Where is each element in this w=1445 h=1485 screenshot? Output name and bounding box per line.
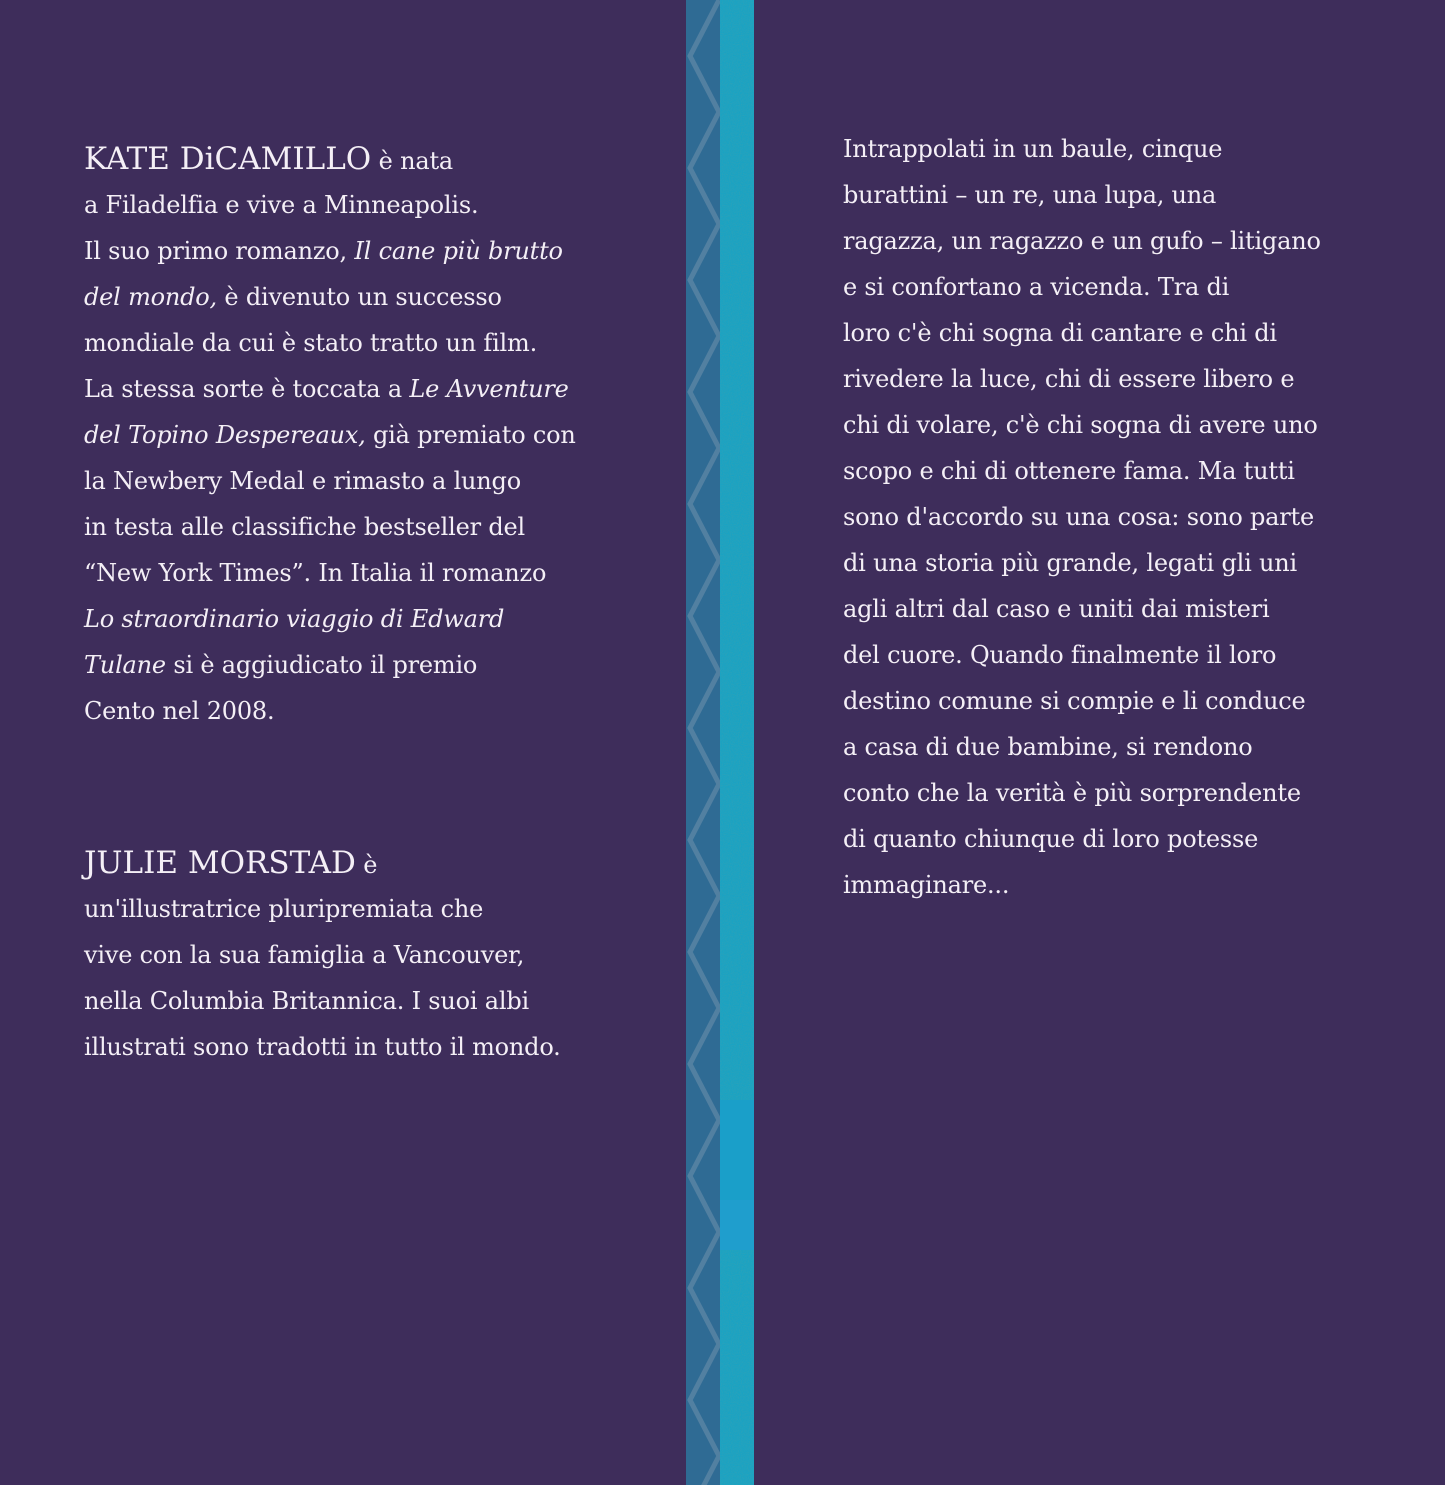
italic-title-run: Tulane: [84, 651, 166, 679]
blurb-line: Intrappolati in un baule, cinque: [843, 135, 1223, 163]
illustrator-name: JULIE MORSTAD: [84, 845, 356, 881]
blurb-line: di quanto chiunque di loro potesse: [843, 825, 1259, 853]
text-run: “New York Times”. In Italia il romanzo: [84, 559, 547, 587]
blurb-line: loro c'è chi sogna di cantare e chi di: [843, 319, 1277, 347]
author-line: [84, 274, 644, 320]
blurb-text: [843, 126, 1403, 908]
blurb-line: agli altri dal caso e uniti dai misteri: [843, 595, 1270, 623]
author-line: [84, 320, 644, 366]
author-line: [84, 504, 644, 550]
author-line: [84, 596, 644, 642]
bio-column: [84, 136, 644, 1070]
italic-title-run: Le Avventure: [409, 375, 569, 403]
blurb-line: ragazza, un ragazzo e un gufo – litigano: [843, 227, 1321, 255]
text-run: illustrati sono tradotti in tutto il mondo.: [84, 1033, 561, 1061]
italic-title-run: Il cane più brutto: [354, 237, 563, 265]
text-run: a Filadelfia e vive a Minneapolis.: [84, 191, 479, 219]
blurb-line: del cuore. Quando finalmente il loro: [843, 641, 1277, 669]
blurb-line: sono d'accordo su una cosa: sono parte: [843, 503, 1314, 531]
illustrator-bio: [84, 840, 644, 1070]
author-line: [84, 412, 644, 458]
illustrator-line: [84, 1024, 644, 1070]
blurb-line: burattini – un re, una lupa, una: [843, 181, 1217, 209]
blurb-line: rivedere la luce, chi di essere libero e: [843, 365, 1295, 393]
blurb-line: destino comune si compie e li conduce: [843, 687, 1306, 715]
author-line: [84, 550, 644, 596]
blurb-column: [843, 126, 1403, 908]
text-run: Cento nel 2008.: [84, 697, 275, 725]
text-run: vive con la sua famiglia a Vancouver,: [84, 941, 525, 969]
text-run: già premiato con: [365, 421, 576, 449]
author-line: [84, 228, 644, 274]
author-line: [84, 182, 644, 228]
text-run: si è aggiudicato il premio: [165, 651, 478, 679]
text-run: in testa alle classifiche bestseller del: [84, 513, 525, 541]
text-run: è: [355, 851, 378, 879]
blurb-line: e si confortano a vicenda. Tra di: [843, 273, 1230, 301]
italic-title-run: del Topino Despereaux,: [84, 421, 366, 449]
text-run: la Newbery Medal e rimasto a lungo: [84, 467, 521, 495]
illustrator-line: [84, 840, 644, 886]
text-run: un'illustratrice pluripremiata che: [84, 895, 484, 923]
spine-decoration: [686, 0, 754, 1485]
author-line: [84, 136, 644, 182]
author-line: [84, 642, 644, 688]
illustrator-line: [84, 932, 644, 978]
author-line: [84, 366, 644, 412]
blurb-line: di una storia più grande, legati gli uni: [843, 549, 1298, 577]
blurb-line: a casa di due bambine, si rendono: [843, 733, 1253, 761]
author-line: [84, 688, 644, 734]
text-run: La stessa sorte è toccata a: [84, 375, 410, 403]
author-line: [84, 458, 644, 504]
italic-title-run: del mondo,: [84, 283, 217, 311]
blurb-line: chi di volare, c'è chi sogna di avere uno: [843, 411, 1318, 439]
author-bio: [84, 136, 644, 734]
author-name: KATE DiCAMILLO: [84, 141, 372, 177]
text-run: è nata: [371, 147, 453, 175]
text-run: Il suo primo romanzo,: [84, 237, 355, 265]
text-run: nella Columbia Britannica. I suoi albi: [84, 987, 530, 1015]
illustrator-line: [84, 978, 644, 1024]
blurb-line: immaginare...: [843, 871, 1010, 899]
blurb-line: conto che la verità è più sorprendente: [843, 779, 1301, 807]
illustrator-line: [84, 886, 644, 932]
italic-title-run: Lo straordinario viaggio di Edward: [84, 605, 505, 633]
text-run: è divenuto un successo: [216, 283, 502, 311]
blurb-line: scopo e chi di ottenere fama. Ma tutti: [843, 457, 1295, 485]
text-run: mondiale da cui è stato tratto un film.: [84, 329, 538, 357]
